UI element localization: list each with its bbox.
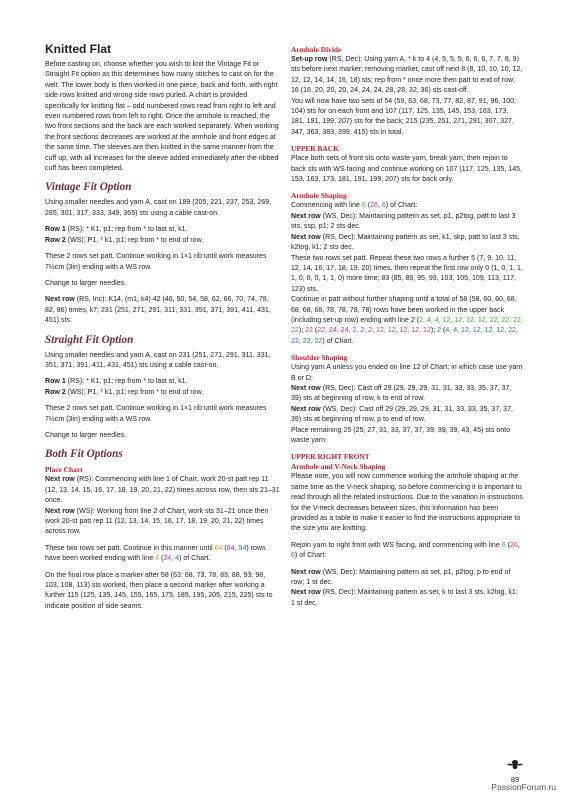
both-final-row: On the final row place a marker after 58 (63, 68, 73, 78, 83, 88, 93, 98, 103, 108, 113) sts worked, then place a second marker after working a further 115 (125, 135, 145, 155, 165, 175, 185, 195, 205, 215, 225) sts to indicate position of side seams. [45, 571, 273, 610]
text: ); [298, 327, 306, 335]
shoulder-shaping-heading: Shoulder Shaping [291, 353, 348, 363]
vintage-rib: These 2 rows set patt. Continue working in 1×1 rib until work measures 7½cm (3in) ending with a WS row. [45, 253, 267, 271]
armhole-divide-setup [291, 55, 523, 97]
armhole-vneck-subheading: Armhole and V-Neck Shaping [291, 462, 386, 472]
left-column [45, 42, 280, 618]
page-number: 89 [510, 775, 520, 784]
row-label: Row 2 [45, 388, 66, 396]
shoulder-remain: Place remaining 25 (25, 27, 31, 33, 37, 37, 39, 39, 39, 43, 45) sts onto waste yarn. [291, 426, 510, 444]
highlight-blue: 2 [437, 327, 442, 335]
straight-change-needles: Change to larger needles. [45, 431, 127, 439]
vintage-cast-on: Using smaller needles and yarn A, cast on 189 (205, 221, 237, 253, 269, 285, 301, 317, 333, 349, 365) sts using a cable cast-on. [45, 199, 272, 217]
both-rs-row [45, 475, 280, 506]
text: Commencing with line [291, 202, 362, 210]
row-label: Next row [291, 212, 321, 220]
straight-row-2 [45, 388, 280, 398]
page-title: Knitted Flat [45, 42, 111, 56]
highlight-blue: 94 [238, 544, 247, 552]
armhole-shaping-ws [291, 212, 523, 233]
shoulder-rs-row [291, 384, 523, 405]
row-label: Next row [45, 507, 75, 515]
straight-rib: These 2 rows set patt. Continue working in 1×1 rib until work measures 7½cm (3in) ending with a WS row. [45, 405, 267, 423]
text: ( [441, 327, 446, 335]
row-text: (WS): P1, * k1, p1; rep from * to end of row. [65, 236, 204, 244]
both-fit-heading: Both Fit Options [45, 448, 123, 461]
highlight-blue: 4, 4, 12, 12, 12, 12, 22, 22, 22, 22 [291, 327, 518, 345]
row-text: (RS, Inc): K14, (m1, k4) 42 (46, 50, 54, 58, 62, 66, 70, 74, 78, 82, 86) times, k7; 231 (251, 271, 291, 311, 331, 351, 371, 391, 411, 431, 451) sts. [45, 296, 271, 325]
armhole-shaping-repeat: These two rows set patt. Repeat these two rows a further 5 (7, 9, 10, 11, 12, 14, 16, 17, 18, 19, 20) times, then repeat the first row only 0 (1, 0, 1, 1, 1, 0, 0, 0, 1, 1, 0) more time; 83 (85, 89, 95, 99, 103, 105, 109, 113, 117, 123) sts. [291, 254, 523, 293]
ornament-icon [505, 758, 525, 770]
row-label: Next row [45, 476, 75, 484]
row-label: Set-up row [291, 56, 328, 63]
straight-cast-on: Using smaller needles and yarn A, cast on 231 (251, 271, 291, 311, 331, 351, 371, 391, 411, 431, 451) sts using a cable cast-on. [45, 351, 271, 369]
vintage-row-2 [45, 236, 280, 246]
row-label: Next row [291, 589, 321, 597]
armhole-shaping-rs [291, 233, 523, 254]
vintage-row-1 [45, 225, 280, 235]
row-text: (WS): P1, * k1, p1; rep from * to end of row. [65, 388, 204, 396]
highlight-purple: 22 [305, 327, 313, 335]
armhole-shaping-heading: Armhole Shaping [291, 191, 347, 201]
row-text: (RS, Dec): Cast off 29 (29, 29, 29, 31, 31, 33, 33, 35, 37, 37, 39) sts at beginning of row, k to end of row. [291, 384, 512, 403]
upper-right-rejoin: Rejoin yarn to right front with WS facing, and commencing with line 6 (26, 6) of Chart: [291, 541, 520, 560]
text: of Chart. [181, 555, 211, 563]
highlight-orange: 64 [214, 544, 223, 552]
highlight-green: 6 [361, 202, 366, 210]
row-label: Next row [291, 405, 321, 413]
row-label: Next row [291, 568, 321, 576]
text: ( [312, 327, 318, 335]
row-text: (WS): Working from line 2 of Chart, work sts 31–21 once then work 20-st patt rep 11 (12, 13, 14, 15, 16, 17, 18, 19, 20, 21, 22) times across row. [45, 507, 269, 536]
highlight-purple: 26 [509, 541, 518, 549]
page-footer [502, 757, 528, 785]
highlight-purple: 24 [163, 555, 172, 563]
row-text: (WS, Dec): Maintaining pattern as set, p1, p2tog, patt to last 3 sts, ssp, p1; 2 sts dec. [291, 212, 516, 231]
text: rows have been worked ending with line [45, 544, 266, 563]
highlight-blue: 6 [381, 202, 386, 210]
watermark: PassionForum.ru [491, 782, 556, 792]
armhole-divide-heading: Armhole Divide [291, 45, 342, 54]
armhole-divide-result: You will now have two sets of 54 (59, 63, 68, 73, 77, 82, 87, 91, 96, 100, 104) sts for on each front and 107 (117, 125, 135, 145, 153, 163, 173, 181, 191, 199, 207) sts for the back; 215 (235, 251, 271, 291, 307, 327, 347, 363, 383, 399, 415) sts in total. [291, 97, 517, 136]
upper-back-heading: UPPER BACK [291, 144, 339, 154]
highlight-green: 2, 4, 4, 12, 12, 12, 12, 22, 22, 22, 22 [291, 316, 523, 335]
vintage-next-row [45, 295, 280, 326]
text: ) of Chart. [322, 337, 354, 345]
highlight-blue: 4 [175, 555, 180, 563]
upper-right-ws-row [291, 568, 523, 589]
highlight-orange: 4 [155, 555, 160, 563]
text: Rejoin yarn to right front with WS facing, and commencing with line [291, 541, 502, 549]
row-text: (RS): Commencing with line 1 of Chart, work 20-st patt rep 11 (12, 13, 14, 15, 16, 17, 18, 19, 20, 21, 22) times across row, then sts 21–31 once. [45, 476, 280, 505]
vintage-fit-heading: Vintage Fit Option [45, 181, 132, 194]
row-text: (RS, Dec): Maintaining pattern as set, k to last 3 sts, k2tog, k1; 1 st dec. [291, 589, 518, 607]
row-label: Row 2 [45, 236, 66, 244]
intro-paragraph: Before casting on, choose whether you wish to knit the Vintage Fit or Straight Fit option as this determines how many stitches to cast on for the welt. The lower body is then worked in one piece, back and forth, with right side rows knitted and wrong side rows purled. A chart is provided specifically for knitting flat – odd numbered rows read from right to left and even numbered rows from left to right. Once the armhole is reached, the two front sections and the back are each worked separately. When working the front sections decreases are worked at the armhole and front edges at the same time. The sleeves are then knitted in the same manner from the cuff up, with all increases for the sleeve added immediately after the ribbed cuff has been completed. [45, 61, 279, 173]
text: of Chart: [388, 202, 418, 210]
right-column [291, 45, 523, 609]
row-label: Next row [291, 384, 321, 392]
row-text: (RS, Dec): Maintaining pattern as set, k1, skp, patt to last 3 sts, k2tog, k1; 2 sts dec. [291, 233, 520, 252]
row-text: (RS): * K1, p1; rep from * to last st, k1. [65, 378, 188, 386]
highlight-green: 6 [501, 541, 506, 549]
upper-right-front-heading: UPPER RIGHT FRONT [291, 452, 370, 462]
row-label: Next row [45, 296, 75, 304]
highlight-purple: 22, 24, 24, 2, 2, 2, 12, 12, 12, 12, 12 [317, 327, 431, 335]
text: These two rows set patt. Continue in this manner until [45, 544, 215, 552]
upper-back-text: Place both sets of front sts onto waste yarn, break yarn, then rejoin to back sts with WS facing and continue working on 107 (117, 125, 135, 145, 153, 163, 173, 181, 191, 199, 207) sts for back only. [291, 155, 522, 184]
text: ); [430, 327, 438, 335]
highlight-purple: 26 [370, 202, 378, 210]
highlight-blue: 6 [291, 552, 295, 560]
armhole-shaping-continue [291, 295, 523, 347]
upper-right-note: Please note, you will now commence working the armhole shaping at the same time as the V-neck shaping, so before commencing it is important to read through all the related instructions. Due to the variation in instructions for the V-neck decreases between sizes, this information has been provided as a table to make it easier to find the instructions appropriate to the size you are knitting. [291, 473, 523, 533]
row-text: (WS, Dec): Maintaining pattern as set, p1, p2tog, p to end of row; 1 st dec. [291, 568, 511, 587]
both-continue: These two rows set patt. Continue in this manner until 64 (84, 94) rows have been worked ending with line 4 (24, 4) of Chart. [45, 544, 266, 563]
row-text: (WS, Dec): Cast off 29 (29, 29, 29, 31, 31, 33, 33, 35, 37, 37, 39) sts at beginning of row, p to end of row. [291, 405, 513, 424]
shoulder-ws-row [291, 405, 523, 426]
straight-row-1 [45, 377, 280, 387]
both-ws-row [45, 507, 280, 538]
vintage-change-needles: Change to larger needles. [45, 279, 127, 287]
text: of Chart: [297, 552, 327, 560]
row-label: Row 1 [45, 378, 66, 386]
text: Continue in patt without further shaping until a total of 58 (58, 60, 60, 68, 68, 68, 68, 78, 78, 78, 78) rows have been worked in the upper back (including set-up row) ending with line 2 ( [291, 296, 517, 324]
row-text: (RS, Dec): Using yarn A, * k to 4 (4, 5, 5, 5, 6, 6, 6, 7, 7, 8, 9) sts before next marker; removing marker, cast off next 8 (8, 10, 10, 10, 12, 12, 12, 14, 14, 16, 18) sts; rep from * once more then patt to end of row; 16 (16, 20, 20, 20, 24, 24, 24, 28, 28, 32, 36) sts cast-off. [291, 56, 523, 95]
row-text: (RS): * K1, p1; rep from * to last st, k1. [65, 226, 188, 234]
straight-fit-heading: Straight Fit Option [45, 333, 134, 346]
row-label: Row 1 [45, 226, 66, 234]
shoulder-intro: Using yarn A unless you ended on line 12 of Chart; in which case use yarn B or D: [291, 364, 523, 382]
upper-right-rs-row [291, 588, 523, 609]
armhole-shaping-commence: Commencing with line 6 (26, 6) of Chart: [291, 202, 418, 210]
place-chart-subheading: Place Chart [45, 465, 83, 475]
highlight-purple: 84 [226, 544, 235, 552]
row-label: Next row [291, 233, 321, 241]
